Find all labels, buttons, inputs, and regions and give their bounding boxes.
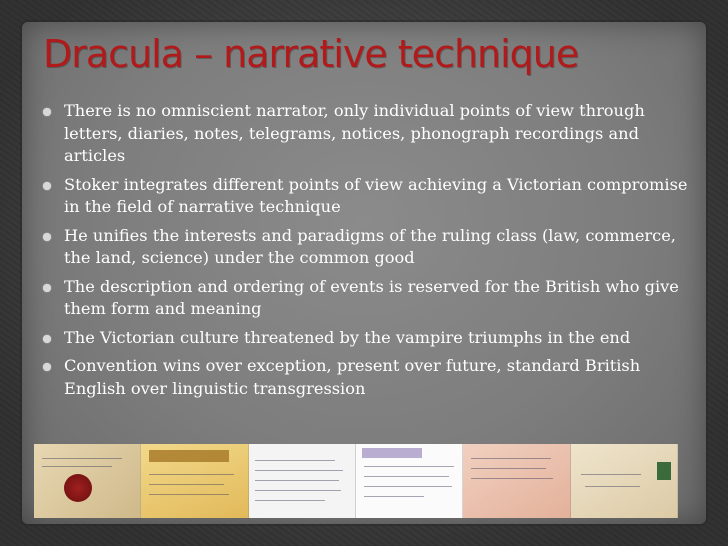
telegram-image — [141, 444, 248, 518]
bullet-item: There is no omniscient narrator, only individual points of view through letters, diaries, notes, telegrams, notices, phonograph recordings and articles — [42, 100, 688, 168]
sealed-letter-image — [34, 444, 141, 518]
telegram-header-icon — [149, 450, 229, 462]
diary-note-image — [356, 444, 463, 518]
postage-stamp-icon — [657, 462, 671, 480]
bullet-item: Stoker integrates different points of view achieving a Victorian compromise in the field of narrative technique — [42, 174, 688, 219]
bullet-item: Convention wins over exception, present over future, standard British English over linguistic transgression — [42, 355, 688, 400]
bullet-item: The description and ordering of events is reserved for the British who give them form and meaning — [42, 276, 688, 321]
postal-envelope-image — [571, 444, 678, 518]
diary-header-icon — [362, 448, 422, 458]
document-image-strip — [34, 444, 678, 518]
slide-title: Dracula – narrative technique — [43, 32, 579, 76]
wax-seal-icon — [64, 474, 92, 502]
bullet-item: He unifies the interests and paradigms of the ruling class (law, commerce, the land, science) under the common good — [42, 225, 688, 270]
handwritten-letter-image — [249, 444, 356, 518]
printed-notice-image — [463, 444, 570, 518]
bullet-list — [42, 100, 688, 406]
bullet-item: The Victorian culture threatened by the vampire triumphs in the end — [42, 327, 688, 350]
